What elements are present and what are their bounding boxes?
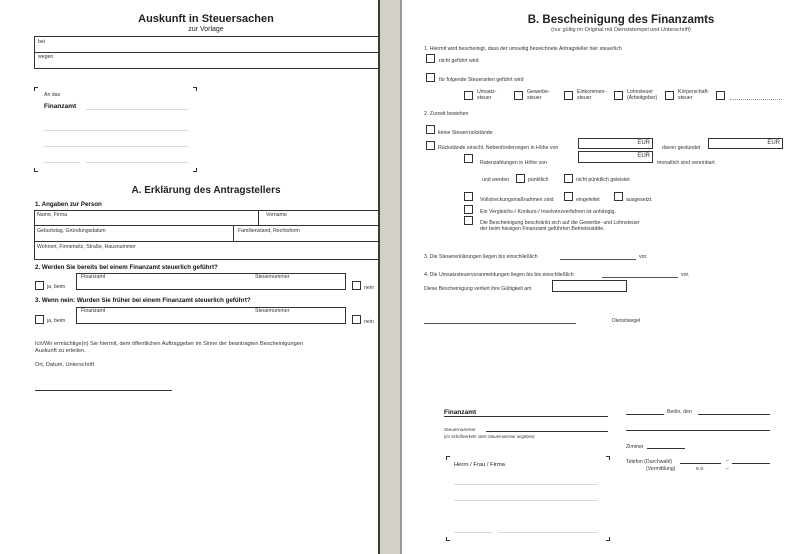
ausgesetzt-checkbox[interactable] xyxy=(614,192,623,201)
vollstreckung-label: Vollstreckungsmaßnahmen sind xyxy=(480,197,554,203)
und-werden-label: und werden xyxy=(482,177,510,183)
bei-field[interactable] xyxy=(35,37,378,53)
davon-gestundet-label: davon gestundet xyxy=(662,145,701,151)
recipient-line[interactable] xyxy=(454,484,598,485)
recipient-corner xyxy=(606,537,610,541)
an-das-label: An das xyxy=(44,92,61,98)
rueckstaende-checkbox[interactable] xyxy=(426,141,435,150)
section-a-title: A. Erklärung des Antragstellers xyxy=(131,185,281,196)
ratenzahlungen-label: Ratenzahlungen in Höhe von xyxy=(480,160,547,166)
address-corner xyxy=(193,87,197,91)
tax-type-label-line2: steuer xyxy=(678,95,693,101)
berlin-den-label: Berlin, den xyxy=(667,409,692,415)
s4-text: 4. Die Umsatzsteuervoranmeldungen liegen bis bis einschließlich xyxy=(424,272,574,278)
vorname-field[interactable] xyxy=(259,211,378,226)
ratenzahlungen-checkbox[interactable] xyxy=(464,154,473,163)
vorname-label: Vorname xyxy=(266,212,287,218)
footer-finanzamt-label: Finanzamt xyxy=(444,409,477,416)
keine-rueckstaende-checkbox[interactable] xyxy=(426,125,435,134)
s3-text: 3. Die Steuererklärungen liegen bis einschließlich xyxy=(424,254,538,260)
berlin-date-line[interactable] xyxy=(698,414,770,415)
tax-type-label-line2: steuer xyxy=(527,95,542,101)
beschraenkt-label-line2: der beim hiesigen Finanzamt geführten Betriebsstätte. xyxy=(480,226,605,232)
page-subtitle: zur Vorlage xyxy=(188,26,224,33)
vollstreckung-checkbox[interactable] xyxy=(464,192,473,201)
address-line[interactable] xyxy=(44,130,188,131)
vermittlung-dash: – xyxy=(726,466,729,472)
s4-date-line[interactable] xyxy=(602,277,678,278)
bei-wegen-box xyxy=(34,36,378,69)
s1-intro: 1. Hiermit wird bescheinigt, dass der umseitig bezeichnete Antragsteller hier steuerlich xyxy=(424,46,622,52)
tax-type-label-line1: Lohnsteuer xyxy=(627,89,653,95)
address-corner xyxy=(34,168,38,172)
tax-type-checkbox[interactable] xyxy=(614,91,623,100)
tax-type-label-line2: steuer xyxy=(477,95,492,101)
page-title: Auskunft in Steuersachen xyxy=(138,13,274,25)
familienstand-field[interactable] xyxy=(234,226,378,242)
eur-label: EUR xyxy=(637,140,650,146)
vergleich-label: Ein Vergleichs-/ Konkurs-/ Insolvenzverfahren ist anhängig. xyxy=(480,209,616,215)
person-table xyxy=(34,210,378,260)
authorization-text-line1: Ich/Wir ermächtige(n) Sie hiermit, dem öffentlichen Auftraggeber im Sinne der beantragten Bescheinigungen xyxy=(35,341,303,347)
beschraenkt-label-line1: Die Bescheinigung beschränkt sich auf die Gewerbe- und Lohnsteuer xyxy=(480,220,640,226)
bei-label: bei xyxy=(38,39,45,45)
signature-label: Ort, Datum, Unterschrift xyxy=(35,362,95,368)
q3-finanzamt-box[interactable] xyxy=(76,307,346,324)
tax-type-label-line1: Körperschaft- xyxy=(678,89,710,95)
page-right xyxy=(402,0,800,554)
nicht-puenktlich-label: nicht pünktlich geleistet xyxy=(576,177,630,183)
address-line[interactable] xyxy=(44,146,188,147)
footer-finanzamt-line[interactable] xyxy=(444,416,608,417)
monatlich-label: monatlich sind vereinbart xyxy=(657,160,715,166)
geburtstag-label: Geburtstag, Gründungsdatum xyxy=(37,228,106,234)
q3-finanzamt-label: Finanzamt xyxy=(81,308,106,314)
q2-finanzamt-label: Finanzamt xyxy=(81,274,106,280)
folgende-steuerarten-checkbox[interactable] xyxy=(426,73,435,82)
address-corner xyxy=(34,87,38,91)
tax-type-checkbox[interactable] xyxy=(564,91,573,100)
eur-label: EUR xyxy=(767,140,780,146)
q2-ja-checkbox[interactable] xyxy=(35,281,44,290)
address-line[interactable] xyxy=(86,109,188,110)
s2-title: 2. Zurzeit bestehen xyxy=(424,111,469,117)
eur-label: EUR xyxy=(637,153,650,159)
telefon-line-2[interactable] xyxy=(732,463,770,464)
vergleich-checkbox[interactable] xyxy=(464,205,473,214)
sonstige-steuer-field[interactable] xyxy=(730,99,782,100)
tax-type-label-line1: Umsatz- xyxy=(477,89,497,95)
recipient-line[interactable] xyxy=(454,532,492,533)
nicht-gefuehrt-label: nicht geführt wird xyxy=(439,58,479,64)
q3-ja-checkbox[interactable] xyxy=(35,315,44,324)
telefon-label: Telefon (Durchwahl) xyxy=(626,459,673,465)
wohnort-field[interactable] xyxy=(35,242,378,259)
q1-title: 1. Angaben zur Person xyxy=(35,201,102,208)
page-gutter xyxy=(378,0,402,554)
finanzamt-address-label: Finanzamt xyxy=(44,103,77,110)
zimmer-line[interactable] xyxy=(647,448,685,449)
telefon-dash: – xyxy=(726,458,729,464)
ratenzahlungen-amount-input[interactable] xyxy=(578,151,653,163)
recipient-corner xyxy=(446,456,450,460)
name-field[interactable] xyxy=(35,211,259,226)
q3-nein-checkbox[interactable] xyxy=(352,315,361,324)
geburtstag-field[interactable] xyxy=(35,226,234,242)
keine-rueckstaende-label: keine Steuerrückstände xyxy=(438,130,493,136)
q3-title: 3. Wenn nein: Wurden Sie früher bei einem Finanzamt steuerlich geführt? xyxy=(35,297,251,304)
name-label: Name, Firma xyxy=(37,212,67,218)
tax-type-checkbox[interactable] xyxy=(464,91,473,100)
tax-type-label-line2: (Arbeitgeber) xyxy=(627,95,658,101)
s3-vor: vor. xyxy=(639,254,648,260)
tax-type-checkbox[interactable] xyxy=(514,91,523,100)
q3-steuernummer-label: Steuernummer xyxy=(255,308,290,314)
wohnort-label: Wohnort, Firmensitz, Straße, Hausnummer xyxy=(37,244,136,250)
recipient-corner xyxy=(446,537,450,541)
footer-steuernummer-line[interactable] xyxy=(486,431,608,432)
herrn-frau-firma-label: Herrn / Frau / Firma xyxy=(454,462,505,468)
q2-nein-label: nein xyxy=(364,285,374,291)
signature-line[interactable] xyxy=(35,390,172,391)
nicht-gefuehrt-checkbox[interactable] xyxy=(426,54,435,63)
q2-ja-label: ja, beim xyxy=(47,284,66,290)
dienstsiegel-label: Dienstsiegel xyxy=(612,318,641,324)
gueltigkeit-label: Diese Bescheinigung verliert ihre Gültigkeit am xyxy=(424,286,532,292)
folgende-steuerarten-label: für folgende Steuerarten geführt wird xyxy=(439,77,524,83)
beschraenkt-checkbox[interactable] xyxy=(464,216,473,225)
rueckstaende-amount-input[interactable] xyxy=(578,138,653,149)
q2-steuernummer-label: Steuernummer xyxy=(255,274,290,280)
ausgesetzt-label: ausgesetzt. xyxy=(626,197,653,203)
footer-ort-line[interactable] xyxy=(626,414,664,415)
s3-date-line[interactable] xyxy=(560,259,636,260)
authorization-text-line2: Auskunft zu erteilen. xyxy=(35,348,86,354)
gestundet-amount-input[interactable] xyxy=(708,138,783,149)
s4-vor: vor. xyxy=(681,272,690,278)
footer-right-line[interactable] xyxy=(626,430,770,431)
puenktlich-label: pünktlich xyxy=(528,177,549,183)
eo-label: e.o. xyxy=(696,466,705,472)
eingeleitet-checkbox[interactable] xyxy=(564,192,573,201)
recipient-line[interactable] xyxy=(454,500,598,501)
section-b-title: B. Bescheinigung des Finanzamts xyxy=(527,14,715,26)
q2-title: 2. Werden Sie bereits bei einem Finanzamt steuerlich geführt? xyxy=(35,264,218,271)
q2-finanzamt-box[interactable] xyxy=(76,273,346,290)
telefon-line-1[interactable] xyxy=(680,463,721,464)
tax-type-label-line1: Gewerbe- xyxy=(527,89,550,95)
recipient-line[interactable] xyxy=(498,532,598,533)
zimmer-label: Zimmer xyxy=(626,444,644,450)
puenktlich-checkbox[interactable] xyxy=(516,174,525,183)
tax-type-checkbox[interactable] xyxy=(665,91,674,100)
eingeleitet-label: eingeleitet xyxy=(576,197,600,203)
footer-steuernummer-hint: (im Schriftverkehr stets Steuernummer angeben) xyxy=(444,434,535,439)
q2-nein-checkbox[interactable] xyxy=(352,281,361,290)
sonstige-steuer-checkbox[interactable] xyxy=(716,91,725,100)
tax-type-label-line1: Einkommen- xyxy=(577,89,607,95)
address-line[interactable] xyxy=(44,162,80,163)
address-corner xyxy=(193,168,197,172)
q3-nein-label: nein xyxy=(364,319,374,325)
wegen-field[interactable] xyxy=(35,53,378,69)
q3-ja-label: ja, beim xyxy=(47,318,66,324)
rueckstaende-label: Rückstände einschl. Nebenforderungen in Höhe von xyxy=(438,145,559,151)
section-b-subtitle: (nur gültig im Original mit Dienststempel und Unterschrift) xyxy=(551,27,691,33)
official-signature-line[interactable] xyxy=(424,323,576,324)
recipient-corner xyxy=(606,456,610,460)
tax-type-label-line2: steuer xyxy=(577,95,592,101)
familienstand-label: Familienstand, Rechtsform xyxy=(238,228,300,234)
nicht-puenktlich-checkbox[interactable] xyxy=(564,174,573,183)
footer-steuernummer-label: Steuernummer xyxy=(444,428,476,433)
address-line[interactable] xyxy=(86,162,188,163)
gueltigkeit-date-input[interactable] xyxy=(552,280,627,292)
page-edge xyxy=(378,0,380,554)
page-left xyxy=(0,0,378,554)
vermittlung-label: (Vermittlung) xyxy=(646,466,676,472)
wegen-label: wegen xyxy=(38,54,54,60)
